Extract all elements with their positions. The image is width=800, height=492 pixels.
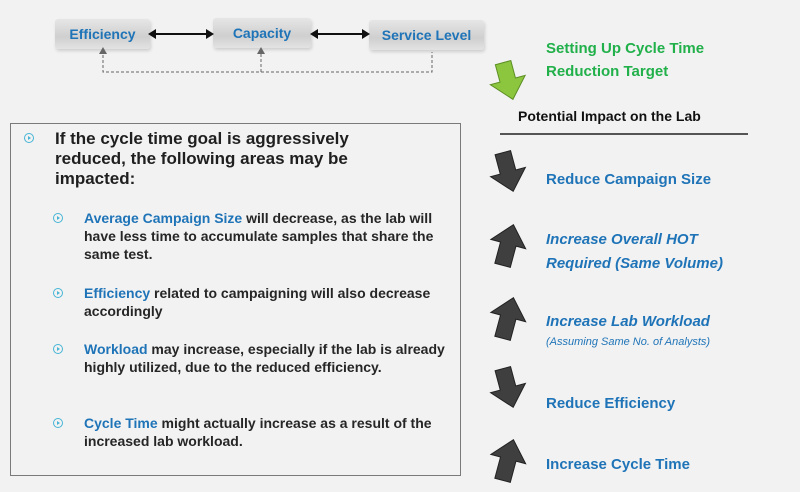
down-arrow-icon <box>488 366 528 410</box>
circle-arrow-bullet-icon <box>24 133 34 143</box>
panel-main-text: If the cycle time goal is aggressively reduced, the following areas may be impacted: <box>55 129 349 188</box>
green-down-arrow-icon <box>488 60 528 102</box>
item-text: may increase, especially if the lab is already highly utilized, due to the reduced efficiency. <box>84 341 445 375</box>
impact-label: Increase Lab Workload <box>546 313 710 330</box>
item-text: might actually increase as a result of the increased lab workload. <box>84 415 432 449</box>
impact-heading: Potential Impact on the Lab <box>518 108 701 124</box>
impact-label: Increase Overall HOT Required (Same Volume) <box>546 231 723 272</box>
item-term: Average Campaign Size <box>84 210 243 226</box>
item-term: Efficiency <box>84 285 151 301</box>
impact-note: (Assuming Same No. of Analysts) <box>546 336 711 348</box>
circle-arrow-bullet-icon <box>53 213 63 223</box>
heading-divider <box>500 133 748 135</box>
item-text: will decrease, as the lab will have less time to accumulate samples that share the same test. <box>84 210 434 262</box>
impact-label: Reduce Campaign Size <box>546 171 712 188</box>
item-term: Cycle Time <box>84 415 158 431</box>
impact-label: Reduce Efficiency <box>546 395 676 412</box>
list-item <box>84 414 454 450</box>
circle-arrow-bullet-icon <box>53 344 63 354</box>
item-term: Workload <box>84 341 148 357</box>
circle-arrow-bullet-icon <box>53 288 63 298</box>
impact-explanation-panel <box>10 123 461 476</box>
list-item <box>84 340 454 376</box>
up-arrow-icon <box>488 222 528 268</box>
item-text: related to campaigning will also decrease accordingly <box>84 285 431 319</box>
circle-arrow-bullet-icon <box>53 418 63 428</box>
list-item <box>84 209 454 263</box>
flow-efficiency-label: Efficiency <box>69 26 136 42</box>
up-arrow-icon <box>488 295 528 341</box>
down-arrow-icon <box>488 150 528 194</box>
up-arrow-icon <box>488 437 528 483</box>
list-item <box>84 284 454 320</box>
flow-capacity-label: Capacity <box>232 25 292 41</box>
flow-service-level-label: Service Level <box>381 27 472 43</box>
impact-label: Increase Cycle Time <box>546 456 690 473</box>
setup-title: Setting Up Cycle Time Reduction Target <box>546 40 705 80</box>
